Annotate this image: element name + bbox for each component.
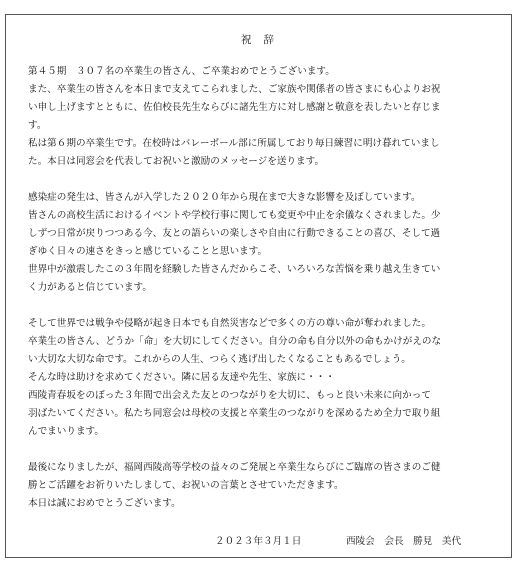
paragraph-2-line-1: 感染症の発生は、皆さんが入学した２０２０年から現在まで大きな影響を及ぼしています。 <box>28 192 421 203</box>
document-body <box>28 63 498 547</box>
paragraph-1-line-2: また、卒業生の皆さんを本日まで支えてこられました、ご家族や関係者の皆さまにも心よりお祝 <box>28 84 441 95</box>
paragraph-3-line-6: 羽ばたいてください。私たち同窓会は母校の支援と卒業生のつながりを深めるため全力で取り組 <box>28 408 441 419</box>
paragraph-1-line-1: 第４５期 ３０７名の卒業生の皆さん、ご卒業おめでとうございます。 <box>28 66 335 77</box>
paragraph-1-line-3: い申し上げますとともに、佐伯校長先生ならびに諸先生方に対し感謝と敬意を表したいと存じま <box>28 102 441 113</box>
paragraph-4-line-2: 勝とご活躍をお祈りいたしまして、お祝いの言葉とさせていただきます。 <box>28 480 344 491</box>
document-date: ２０２３年３月１日 <box>215 536 302 547</box>
paragraph-1-line-5: 私は第６期の卒業生です。在校時はバレーボール部に所属しており毎日練習に明け暮れていまし <box>28 138 440 149</box>
paragraph-4-line-3: 本日は誠におめでとうございます。 <box>28 498 181 509</box>
document-title: 祝辞 <box>241 34 286 46</box>
document-page <box>5 14 512 558</box>
paragraph-spacer <box>28 171 498 189</box>
paragraph-3-line-2: 卒業生の皆さん、どうか「命」を大切にしてください。自分の命も自分以外の命もかけがえのな <box>28 336 442 347</box>
paragraph-2-line-4: ぎゆく日々の速さをきっと感じていることと思います。 <box>28 246 268 257</box>
paragraph-2-line-6: く力があると信じています。 <box>28 282 152 293</box>
paragraph-3-line-1: そして世界では戦争や侵略が起き日本でも自然災害などで多くの方の尊い命が奪われました。 <box>28 318 431 329</box>
paragraph-1-line-6: た。本日は同窓会を代表してお祝いと激励のメッセージを送ります。 <box>28 156 325 167</box>
paragraph-2-line-5: 世界中が激震したこの３年間を経験した皆さんだからこそ、いろいろな苦悩を乗り越え生きてい <box>28 264 441 275</box>
paragraph-3-line-4: そんな時は助けを求めてください。隣に居る友達や先生、家族に・・・ <box>28 372 335 383</box>
paragraph-3-line-5: 西陵青春坂をのぼった３年間で出会えた友とのつながりを大切に、もっと良い未来に向かって <box>28 390 431 401</box>
paragraph-spacer <box>28 297 498 315</box>
paragraph-4-line-1: 最後になりましたが、福岡西陵高等学校の益々のご発展と卒業生ならびにご臨席の皆さまのご健 <box>28 462 441 473</box>
document-signer: 西陵会 会長 勝見 美代 <box>346 536 462 547</box>
paragraph-3-line-7: んでまいります。 <box>28 426 104 437</box>
paragraph-3-line-3: い大切な大切な命です。これからの人生、つらく逃げ出したくなることもあるでしょう。 <box>28 354 411 365</box>
paragraph-2-line-2: 皆さんの高校生活におけるイベントや学校行事に関しても変更や中止を余儀なくされました。少 <box>28 210 441 221</box>
paragraph-2-line-3: しずつ日常が戻りつつある今、友との語らいの楽しさや自由に行動できることの喜び、そして過 <box>28 228 441 239</box>
paragraph-spacer <box>28 441 498 459</box>
paragraph-1-line-4: す。 <box>28 120 47 131</box>
